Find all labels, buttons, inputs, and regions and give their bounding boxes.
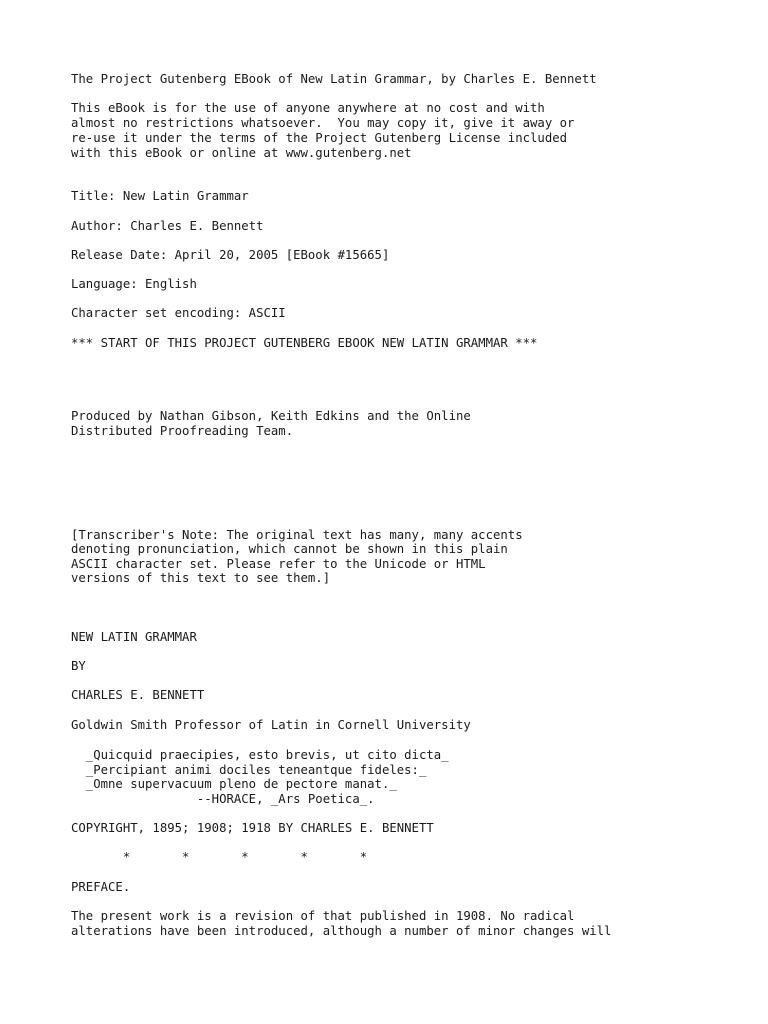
start-marker: *** START OF THIS PROJECT GUTENBERG EBOOK NEW LATIN GRAMMAR *** — [71, 336, 538, 350]
language-field: Language: English — [71, 277, 197, 291]
by-line: BY — [71, 659, 86, 673]
epigraph-line-2: _Percipiant animi dociles teneantque fideles:_ — [71, 763, 427, 777]
preface-line-1: The present work is a revision of that published in 1908. No radical — [71, 909, 575, 923]
transcriber-note-line-4: versions of this text to see them.] — [71, 571, 331, 585]
transcriber-note-line-2: denoting pronunciation, which cannot be shown in this plain — [71, 542, 508, 556]
transcriber-note-line-3: ASCII character set. Please refer to the Unicode or HTML — [71, 557, 486, 571]
author-field: Author: Charles E. Bennett — [71, 219, 264, 233]
book-title: NEW LATIN GRAMMAR — [71, 630, 197, 644]
preface-line-2: alterations have been introduced, although a number of minor changes will — [71, 924, 612, 938]
preface-heading: PREFACE. — [71, 880, 131, 894]
encoding-field: Character set encoding: ASCII — [71, 306, 286, 320]
release-date-field: Release Date: April 20, 2005 [EBook #15665] — [71, 248, 390, 262]
ebook-header-line: The Project Gutenberg EBook of New Latin Grammar, by Charles E. Bennett — [71, 72, 597, 86]
produced-by-line-1: Produced by Nathan Gibson, Keith Edkins and the Online — [71, 409, 471, 423]
transcriber-note-line-1: [Transcriber's Note: The original text has many, many accents — [71, 528, 523, 542]
copyright-line: COPYRIGHT, 1895; 1908; 1918 BY CHARLES E. BENNETT — [71, 821, 434, 835]
license-line-2: almost no restrictions whatsoever. You may copy it, give it away or — [71, 116, 575, 130]
author-affiliation: Goldwin Smith Professor of Latin in Cornell University — [71, 718, 471, 732]
produced-by-line-2: Distributed Proofreading Team. — [71, 424, 294, 438]
epigraph-attribution: --HORACE, _Ars Poetica_. — [71, 792, 375, 806]
title-field: Title: New Latin Grammar — [71, 189, 249, 203]
epigraph-line-1: _Quicquid praecipies, esto brevis, ut cito dicta_ — [71, 748, 449, 762]
epigraph-line-3: _Omne supervacuum pleno de pectore manat._ — [71, 777, 397, 791]
author-name: CHARLES E. BENNETT — [71, 688, 205, 702]
license-line-4: with this eBook or online at www.gutenberg.net — [71, 146, 412, 160]
license-line-3: re-use it under the terms of the Project Gutenberg License included — [71, 131, 568, 145]
section-separator: * * * * * — [71, 850, 368, 864]
license-line-1: This eBook is for the use of anyone anywhere at no cost and with — [71, 101, 545, 115]
